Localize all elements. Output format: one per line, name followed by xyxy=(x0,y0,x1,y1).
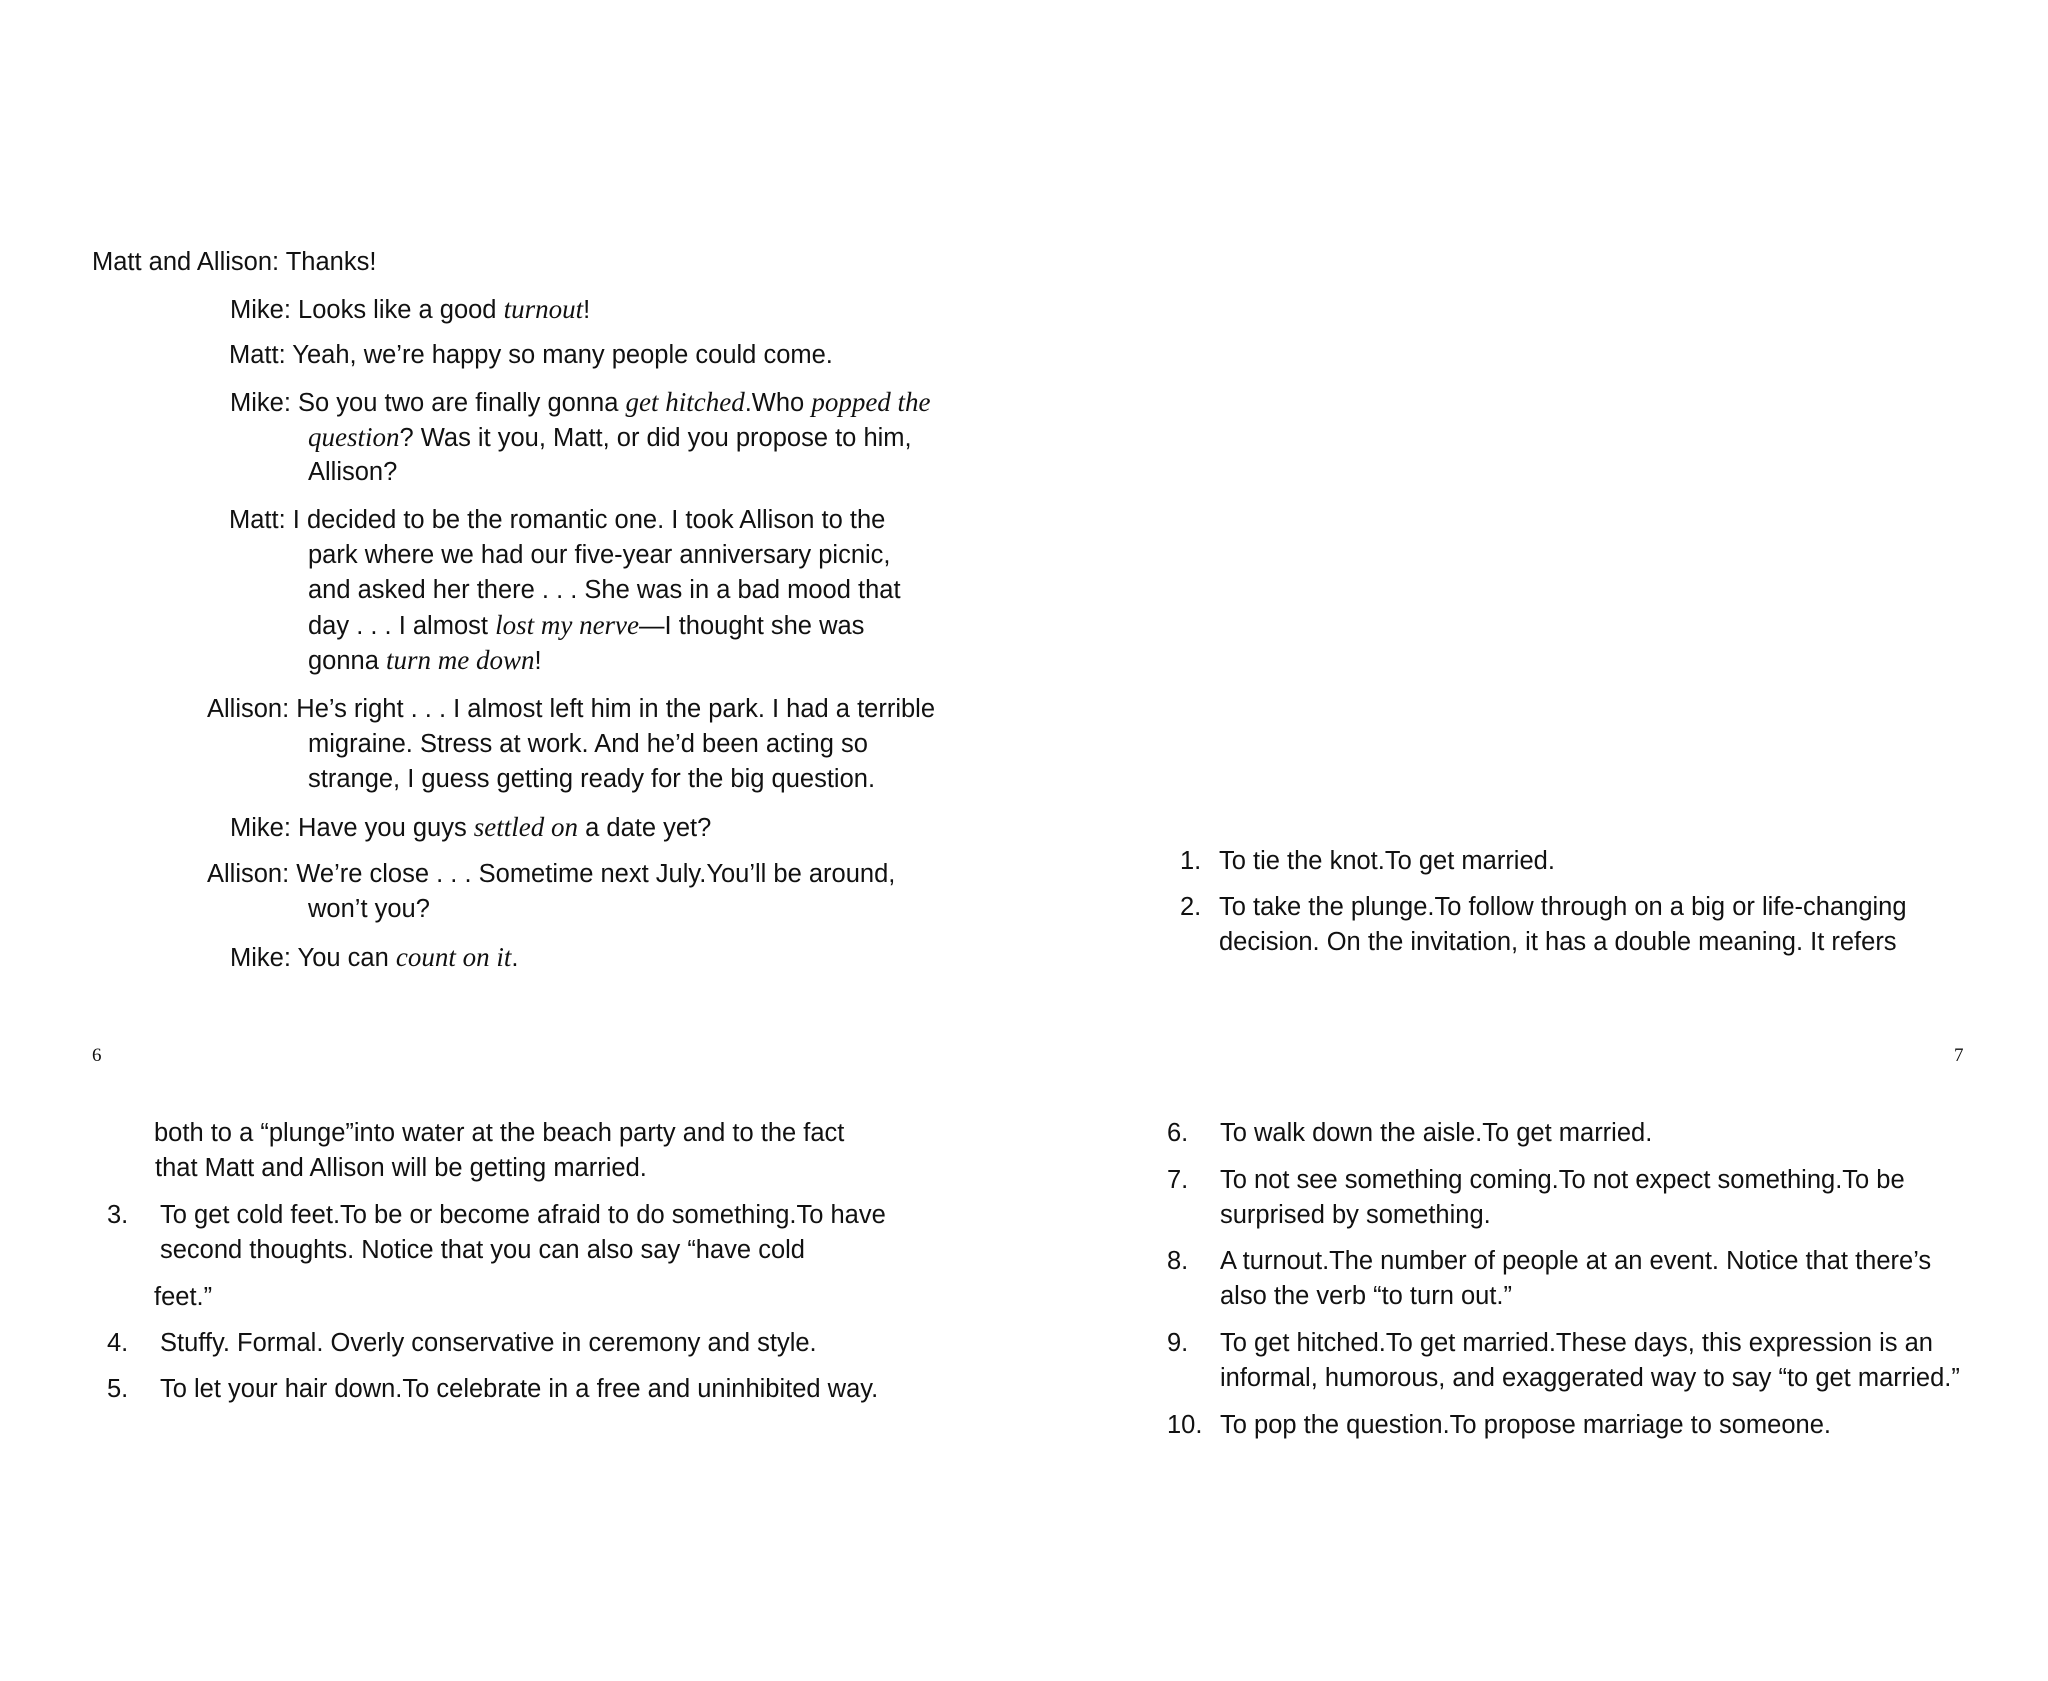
glossary-item: To let your hair down.To celebrate in a free and uninhibited way. xyxy=(160,1375,879,1403)
line-text: Thanks! xyxy=(279,248,377,276)
line-text: Looks like a good turnout! xyxy=(290,294,591,324)
speaker: Mike: xyxy=(230,296,291,324)
dialogue-continuation: and asked her there . . . She was in a bad mood that xyxy=(308,576,901,604)
dialogue-continuation: gonna turn me down! xyxy=(308,645,542,675)
glossary-number: 3. xyxy=(107,1201,129,1229)
page-number-left: 6 xyxy=(92,1045,102,1066)
dialogue-line xyxy=(230,292,590,328)
glossary-item: To tie the knot.To get married. xyxy=(1219,847,1555,875)
glossary-item-continuation: feet.” xyxy=(154,1283,213,1311)
dialogue-line xyxy=(229,338,833,373)
idiom-italic: lost my nerve xyxy=(495,610,640,640)
glossary-number: 8. xyxy=(1167,1247,1189,1275)
glossary-number: 4. xyxy=(107,1329,129,1357)
speaker: Matt: xyxy=(229,341,286,369)
glossary-number: 9. xyxy=(1167,1329,1189,1357)
glossary-number: 6. xyxy=(1167,1119,1189,1147)
dialogue-line xyxy=(230,385,931,421)
glossary-item: To pop the question.To propose marriage to someone. xyxy=(1220,1411,1831,1439)
glossary-number: 5. xyxy=(107,1375,129,1403)
dialogue-continuation: Allison? xyxy=(308,458,398,486)
idiom-italic: turnout xyxy=(503,294,584,324)
idiom-italic: get hitched xyxy=(625,387,745,417)
dialogue-continuation: strange, I guess getting ready for the big question. xyxy=(308,765,876,793)
dialogue-continuation: park where we had our five-year anniversary picnic, xyxy=(308,541,891,569)
speaker: Matt and Allison: xyxy=(92,248,280,276)
idiom-italic: settled on xyxy=(473,812,579,842)
glossary-item: To walk down the aisle.To get married. xyxy=(1220,1119,1653,1147)
dialogue-continuation: migraine. Stress at work. And he’d been acting so xyxy=(308,730,868,758)
speaker: Matt: xyxy=(229,506,286,534)
glossary-item: To take the plunge.To follow through on a big or life-changing xyxy=(1219,893,1907,921)
glossary-number: 1. xyxy=(1180,847,1202,875)
speaker: Allison: xyxy=(207,860,290,888)
glossary-item: To get hitched.To get married.These days, this expression is an xyxy=(1220,1329,1933,1357)
glossary-item: To get cold feet.To be or become afraid to do something.To have xyxy=(160,1201,886,1229)
speaker: Mike: xyxy=(230,944,291,972)
glossary-item-continuation: informal, humorous, and exaggerated way to say “to get married.” xyxy=(1220,1364,1960,1392)
speaker: Mike: xyxy=(230,814,291,842)
speaker: Mike: xyxy=(230,389,291,417)
glossary-item: Stuffy. Formal. Overly conservative in ceremony and style. xyxy=(160,1329,817,1357)
idiom-italic: count on it xyxy=(395,942,512,972)
dialogue-line xyxy=(230,810,711,846)
glossary-item-continuation: that Matt and Allison will be getting married. xyxy=(155,1154,647,1182)
glossary-item-continuation: both to a “plunge”into water at the beach party and to the fact xyxy=(154,1119,845,1147)
line-text: I decided to be the romantic one. I took Allison to the xyxy=(285,506,886,534)
glossary-number: 10. xyxy=(1167,1411,1203,1439)
idiom-italic: popped the xyxy=(811,387,931,417)
dialogue-continuation: question? Was it you, Matt, or did you propose to him, xyxy=(308,422,912,452)
line-text: He’s right . . . I almost left him in the park. I had a terrible xyxy=(289,695,936,723)
line-text: So you two are finally gonna get hitched.Who popped the xyxy=(290,387,931,417)
speaker: Allison: xyxy=(207,695,290,723)
glossary-item: A turnout.The number of people at an event. Notice that there’s xyxy=(1220,1247,1932,1275)
idiom-italic: turn me down xyxy=(386,645,535,675)
line-text: You can count on it. xyxy=(290,942,519,972)
dialogue-continuation: day . . . I almost lost my nerve—I thought she was xyxy=(308,610,865,640)
glossary-item-continuation: decision. On the invitation, it has a double meaning. It refers xyxy=(1219,928,1897,956)
glossary-item-continuation: second thoughts. Notice that you can also say “have cold xyxy=(160,1236,805,1264)
line-text: We’re close . . . Sometime next July.You’ll be around, xyxy=(289,860,896,888)
glossary-item: To not see something coming.To not expect something.To be xyxy=(1220,1166,1905,1194)
glossary-item-continuation: also the verb “to turn out.” xyxy=(1220,1282,1512,1310)
glossary-number: 7. xyxy=(1167,1166,1189,1194)
page-number-right: 7 xyxy=(1954,1045,1964,1066)
dialogue-line xyxy=(207,857,895,892)
dialogue-line xyxy=(207,692,935,727)
dialogue-line xyxy=(229,503,885,538)
line-text: Yeah, we’re happy so many people could come. xyxy=(285,341,833,369)
line-text: Have you guys settled on a date yet? xyxy=(290,812,712,842)
glossary-item-continuation: surprised by something. xyxy=(1220,1201,1491,1229)
dialogue-line xyxy=(230,940,518,976)
idiom-italic: question xyxy=(308,422,400,452)
dialogue-line xyxy=(92,245,376,280)
dialogue-continuation: won’t you? xyxy=(308,895,430,923)
glossary-number: 2. xyxy=(1180,893,1202,921)
